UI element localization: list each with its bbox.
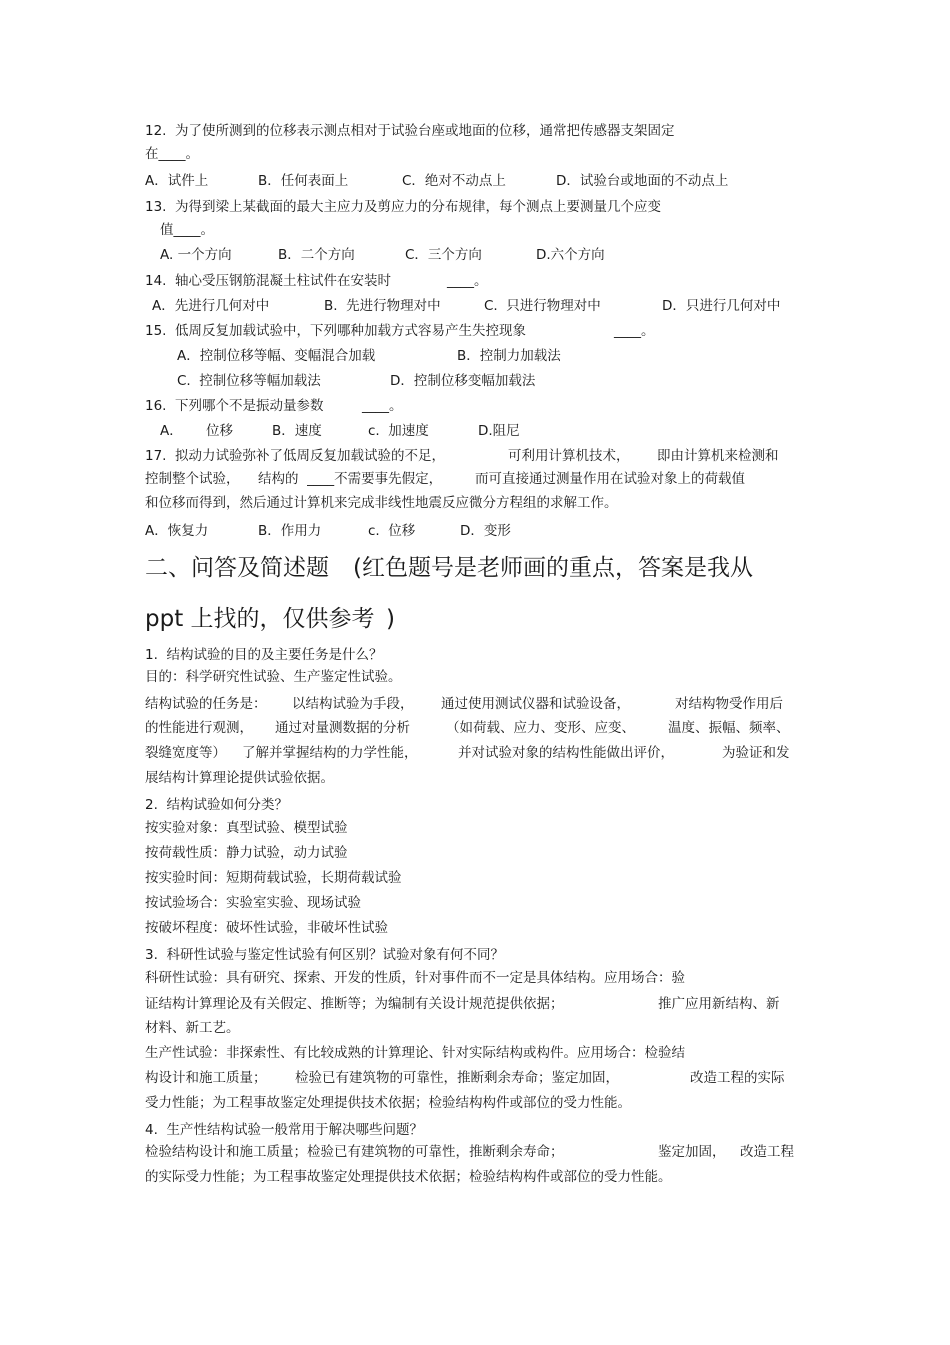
qa-question-4: 4. 生产性结构试验一般常用于解决哪些问题？ [145,1122,423,1138]
option-c: c. 位移 [368,523,416,539]
qa-answer-text: 改造工程 [740,1144,794,1160]
qa-answer-text: 生产性试验：非探索性、有比较成熟的计算理论、针对实际结构或构件。应用场合：检验结 [145,1045,685,1061]
question-17-line2: 结构的 ____不需要事先假定， [258,471,443,487]
question-17-part: 可利用计算机技术， [508,448,630,464]
list-item: 按破坏程度：破坏性试验，非破坏性试验 [145,920,388,936]
qa-answer-text: 鉴定加固， [658,1144,726,1160]
qa-answer-text: 温度、振幅、频率、 [668,720,790,736]
qa-answer-text: 裂缝宽度等） [145,745,226,761]
option-c: C．绝对不动点上 [402,173,506,189]
option-d: D．试验台或地面的不动点上 [556,173,729,189]
question-13-cont: 值____。 [160,222,214,238]
option-a: A．试件上 [145,173,209,189]
qa-answer-text: 并对试验对象的结构性能做出评价， [458,745,674,761]
option-c: c. 加速度 [368,423,429,439]
section-heading-note: (红色题号是老师画的重点，答案是我从 [353,555,753,581]
qa-answer-text: 为验证和发 [722,745,790,761]
qa-question-3: 3. 科研性试验与鉴定性试验有何区别？试验对象有何不同？ [145,947,504,963]
section-heading: 二、问答及简述题 [145,555,329,581]
question-14: 14. 轴心受压钢筋混凝土柱试件在安装时 [145,273,392,289]
option-b: B．任何表面上 [258,173,349,189]
option-d: D.六个方向 [536,247,605,263]
option-a: A． [160,423,183,439]
option-b: B．控制力加载法 [457,348,561,364]
qa-answer-text: 的实际受力性能；为工程事故鉴定处理提供技术依据；检验结构构件或部位的受力性能。 [145,1169,672,1185]
option-a: A．先进行几何对中 [152,298,270,314]
qa-answer-text: 改造工程的实际 [690,1070,785,1086]
list-item: 按试验场合：实验室实验、现场试验 [145,895,361,911]
option-d: D.阻尼 [478,423,520,439]
list-item: 按荷载性质：静力试验，动力试验 [145,845,348,861]
qa-answer-text: 通过对量测数据的分析 [275,720,410,736]
option-b: B. 先进行物理对中 [324,298,441,314]
qa-answer-text: 对结构物受作用后 [675,696,783,712]
option-a: A．恢复力 [145,523,209,539]
qa-answer-text: 通过使用测试仪器和试验设备， [441,696,630,712]
qa-answer-text: 展结构计算理论提供试验依据。 [145,770,334,786]
question-17: 17. 拟动力试验弥补了低周反复加载试验的不足， [145,448,446,464]
question-17-line3: 和位移而得到，然后通过计算机来完成非线性地震反应微分方程组的求解工作。 [145,495,618,511]
question-12: 12. 为了使所测到的位移表示测点相对于试验台座或地面的位移，通常把传感器支架固定 [145,123,675,139]
question-16-blank: ____。 [362,398,403,414]
qa-answer-text: 了解并掌握结构的力学性能， [242,745,418,761]
section-heading-close: ) [386,606,395,632]
qa-answer-text: 检验已有建筑物的可靠性，推断剩余寿命；鉴定加固， [295,1070,619,1086]
option-a: A. 一个方向 [160,247,232,263]
option-c: C. 控制位移等幅加载法 [177,373,321,389]
option-b: B．二个方向 [278,247,355,263]
qa-question-2: 2. 结构试验如何分类？ [145,797,288,813]
qa-answer-text: 推广应用新结构、新 [658,996,780,1012]
qa-answer-text: 目的：科学研究性试验、生产鉴定性试验。 [145,669,402,685]
question-15: 15. 低周反复加载试验中，下列哪种加载方式容易产生失控现象 [145,323,527,339]
qa-answer-text: 证结构计算理论及有关假定、推断等；为编制有关设计规范提供依据； [145,996,564,1012]
qa-answer-text: 结构试验的任务是： [145,696,267,712]
option-c: C．三个方向 [405,247,482,263]
question-17-part: 即由计算机来检测和 [657,448,779,464]
option-a-text: 位移 [206,423,233,439]
qa-answer-text: 以结构试验为手段， [292,696,414,712]
question-15-blank: ____。 [614,323,655,339]
qa-answer-text: 科研性试验：具有研究、探索、开发的性质，针对事件而不一定是具体结构。应用场合：验 [145,970,685,986]
qa-answer-text: 的性能进行观测， [145,720,253,736]
qa-answer-text: 材料、新工艺。 [145,1020,240,1036]
option-d: D．变形 [460,523,511,539]
question-14-blank: ____。 [447,273,488,289]
qa-answer-text: （如荷载、应力、变形、应变、 [446,720,635,736]
qa-answer-text: 构设计和施工质量； [145,1070,267,1086]
qa-question-1: 1. 结构试验的目的及主要任务是什么？ [145,647,383,663]
option-a: A．控制位移等幅、变幅混合加载 [177,348,376,364]
question-12-cont: 在____。 [145,146,199,162]
question-17-line2: 控制整个试验， [145,471,240,487]
option-d: D．只进行几何对中 [662,298,781,314]
option-c: C. 只进行物理对中 [484,298,601,314]
option-b: B．作用力 [258,523,322,539]
question-17-line2: 而可直接通过测量作用在试验对象上的荷载值 [475,471,745,487]
qa-answer-text: 检验结构设计和施工质量；检验已有建筑物的可靠性，推断剩余寿命； [145,1144,564,1160]
option-b: B．速度 [272,423,322,439]
list-item: 按实验对象：真型试验、模型试验 [145,820,348,836]
question-13: 13. 为得到梁上某截面的最大主应力及剪应力的分布规律，每个测点上要测量几个应变 [145,199,662,215]
option-d: D．控制位移变幅加载法 [390,373,536,389]
section-heading-line2: ppt 上找的，仅供参考 [145,606,375,632]
question-16: 16. 下列哪个不是振动量参数 [145,398,324,414]
qa-answer-text: 受力性能；为工程事故鉴定处理提供技术依据；检验结构构件或部位的受力性能。 [145,1095,631,1111]
list-item: 按实验时间：短期荷载试验，长期荷载试验 [145,870,402,886]
